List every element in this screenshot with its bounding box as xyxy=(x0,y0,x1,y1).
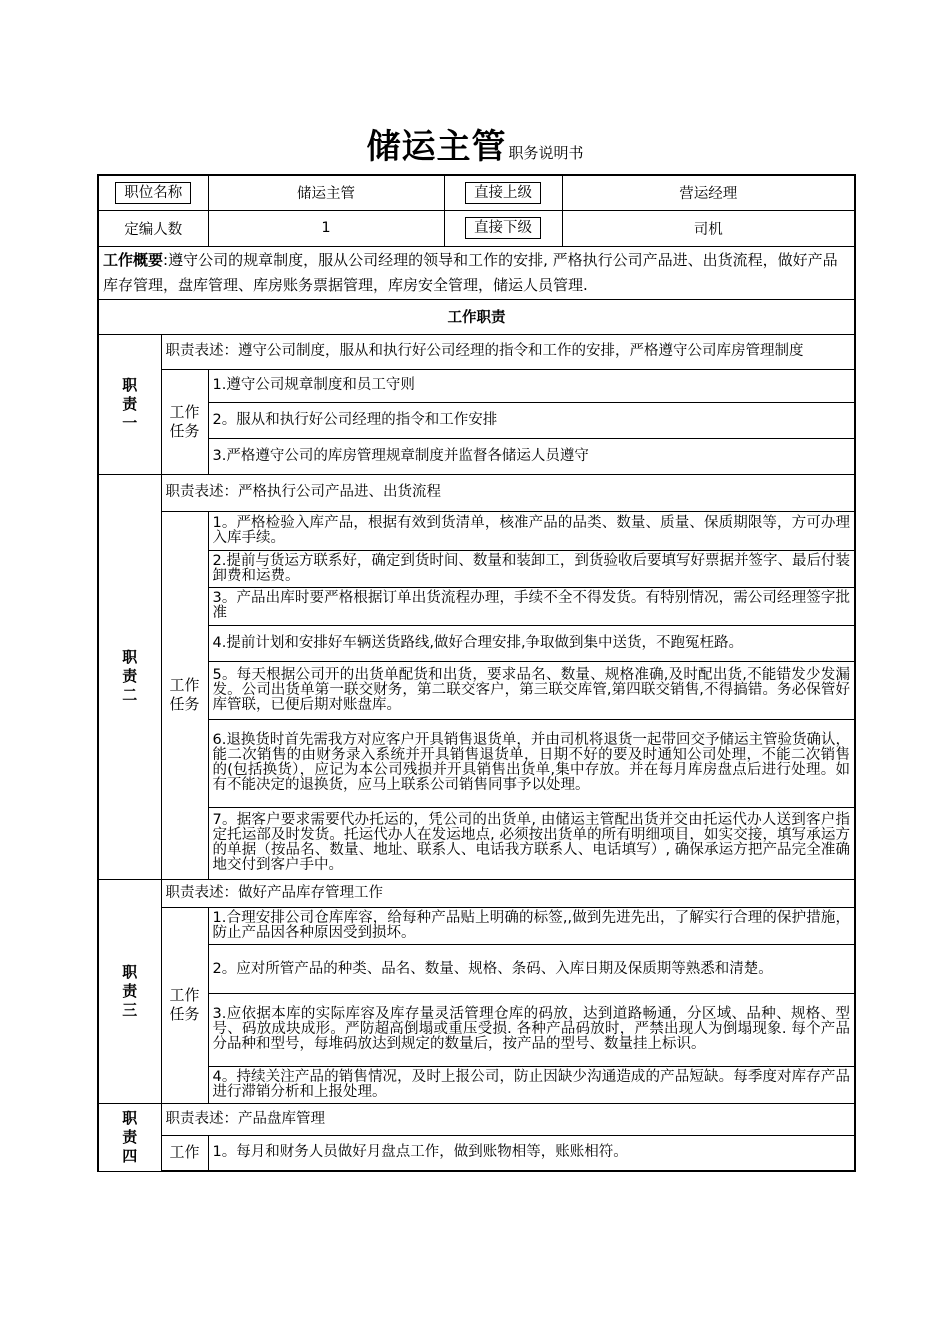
duty-1-desc-row xyxy=(98,334,855,369)
duty-1-label-char: 职 xyxy=(122,375,138,394)
job-description-table xyxy=(97,174,856,1172)
title-sub: 职务说明书 xyxy=(508,144,584,162)
overview-row xyxy=(98,246,855,299)
position-label: 职位名称 xyxy=(115,182,191,204)
duty-1-task-2: 2。服从和执行好公司经理的指令和工作安排 xyxy=(208,402,855,438)
overview-text: :遵守公司的规章制度，服从公司经理的领导和工作的安排, 严格执行公司产品进、出货流程，做好产品库存管理，盘库管理、库房账务票据管理，库房安全管理，储运人员管理. xyxy=(103,250,838,294)
duty-1-label-char: 责 xyxy=(122,394,138,413)
duty-1-description: 职责表述：遵守公司制度，服从和执行好公司经理的指令和工作的安排，严格遵守公司库房管理制度 xyxy=(161,334,855,369)
duty-1-task-row xyxy=(98,438,855,474)
duty-3-task-label: 工作任务 xyxy=(161,907,208,1103)
duty-4-label xyxy=(98,1103,161,1171)
info-row-2 xyxy=(98,210,855,246)
duty-2-desc-row xyxy=(98,474,855,511)
subordinate-label: 直接下级 xyxy=(465,217,541,239)
duty-3-desc-row xyxy=(98,879,855,907)
duty-3-task-3: 3.应依据本库的实际库容及库存量灵活管理仓库的码放，达到道路畅通，分区域、品种、规格、型号、码放成块成形。严防超高倒塌或重压受损. 各种产品码放时，严禁出现人为倒塌现象. 每个产品分品种和型号，每堆码放达到规定的数量后，按产品的型号、数量挂上标识。 xyxy=(208,993,855,1066)
duty-3-label xyxy=(98,879,161,1103)
info-row-1 xyxy=(98,175,855,210)
duty-2-task-row xyxy=(98,719,855,807)
position-value: 储运主管 xyxy=(208,175,444,210)
duty-1-task-3: 3.严格遵守公司的库房管理规章制度并监督各储运人员遵守 xyxy=(208,438,855,474)
position-label-cell xyxy=(98,175,208,210)
duty-1-task-row xyxy=(98,369,855,402)
subordinate-value: 司机 xyxy=(562,210,855,246)
duty-4-description: 职责表述：产品盘库管理 xyxy=(161,1103,855,1135)
duty-2-task-row xyxy=(98,550,855,587)
duty-4-desc-row xyxy=(98,1103,855,1135)
duty-2-task-7: 7。据客户要求需要代办托运的，凭公司的出货单, 由储运主管配出货并交由托运代办人送到客户指定托运部及时发货。托运代办人在发运地点, 必须按出货单的所有明细项目，如实交接，填写承运方的单据（按品名、数量、地址、联系人、电话我方联系人、电话填写）, 确保承运方把产品完全准确地交付到客户手中。 xyxy=(208,807,855,879)
duty-3-task-2: 2。应对所管产品的种类、品名、数量、规格、条码、入库日期及保质期等熟悉和清楚。 xyxy=(208,944,855,993)
duty-2-task-4: 4.提前计划和安排好车辆送货路线,做好合理安排,争取做到集中送货，不跑冤枉路。 xyxy=(208,625,855,661)
duty-4-task-row xyxy=(98,1135,855,1171)
section-title: 工作职责 xyxy=(98,299,855,334)
duty-1-task-label: 工作任务 xyxy=(161,369,208,474)
duty-3-label-char: 三 xyxy=(122,1000,138,1019)
duty-3-task-row xyxy=(98,944,855,993)
duty-4-task-1: 1。每月和财务人员做好月盘点工作，做到账物相等，账账相符。 xyxy=(208,1135,855,1171)
headcount-label: 定编人数 xyxy=(98,210,208,246)
duty-3-task-row xyxy=(98,907,855,944)
duty-4-label-char: 责 xyxy=(122,1127,138,1146)
duty-2-task-2: 2.提前与货运方联系好，确定到货时间、数量和装卸工，到货验收后要填写好票据并签字、最后付装卸费和运费。 xyxy=(208,550,855,587)
overview-cell xyxy=(98,246,855,299)
duty-2-task-row xyxy=(98,511,855,550)
duty-2-label-char: 二 xyxy=(122,686,138,704)
overview-label: 工作概要 xyxy=(103,250,164,269)
duty-2-task-label: 工作任务 xyxy=(161,511,208,879)
duty-2-task-row xyxy=(98,587,855,625)
duty-3-task-1: 1.合理安排公司仓库库容，给每种产品贴上明确的标签,,做到先进先出，了解实行合理的保护措施，防止产品因各种原因受到损坏。 xyxy=(208,907,855,944)
duty-1-task-row xyxy=(98,402,855,438)
subordinate-label-cell xyxy=(444,210,562,246)
duty-1-label xyxy=(98,334,161,474)
duty-3-task-row xyxy=(98,993,855,1066)
duty-2-task-6: 6.退换货时首先需我方对应客户开具销售退货单，并由司机将退货一起带回交予储运主管验货确认，能二次销售的由财务录入系统并开具销售退货单，日期不好的要及时通知公司处理，不能二次销售的(包括换货），应记为本公司残损并开具销售出货单,集中存放。并在每月库房盘点后进行处理。如有不能决定的退换货，应马上联系公司销售同事予以处理。 xyxy=(208,719,855,807)
duty-4-label-char: 职 xyxy=(122,1108,138,1127)
duty-2-task-3: 3。产品出库时要严格根据订单出货流程办理，手续不全不得发货。有特别情况，需公司经理签字批准 xyxy=(208,587,855,625)
section-title-row xyxy=(98,299,855,334)
duty-2-label xyxy=(98,474,161,879)
duty-2-task-row xyxy=(98,661,855,719)
duty-3-task-4: 4。持续关注产品的销售情况，及时上报公司，防止因缺少沟通造成的产品短缺。每季度对库存产品进行滞销分析和上报处理。 xyxy=(208,1066,855,1103)
duty-3-task-row xyxy=(98,1066,855,1103)
duty-2-description: 职责表述：严格执行公司产品进、出货流程 xyxy=(161,474,855,511)
duty-2-task-row xyxy=(98,807,855,879)
duty-4-label-char: 四 xyxy=(122,1146,138,1165)
duty-1-label-char: 一 xyxy=(122,413,138,432)
duty-1-task-1: 1.遵守公司规章制度和员工守则 xyxy=(208,369,855,402)
title-main: 储运主管 xyxy=(366,127,507,167)
duty-2-task-row xyxy=(98,625,855,661)
superior-value: 营运经理 xyxy=(562,175,855,210)
document-title xyxy=(0,127,950,167)
duty-3-description: 职责表述：做好产品库存管理工作 xyxy=(161,879,855,907)
duty-3-label-char: 职 xyxy=(122,962,138,981)
duty-2-label-char: 责 xyxy=(122,667,138,685)
duty-2-label-char: 职 xyxy=(122,648,138,666)
headcount-value: 1 xyxy=(208,210,444,246)
duty-2-task-5: 5。每天根据公司开的出货单配货和出货，要求品名、数量、规格准确,及时配出货,不能错发少发漏发。公司出货单第一联交财务，第二联交客户，第三联交库管,第四联交销售,不得搞错。务必保管好库管联，已便后期对账盘库。 xyxy=(208,661,855,719)
superior-label: 直接上级 xyxy=(465,182,541,204)
duty-4-task-label: 工作 xyxy=(161,1135,208,1171)
duty-3-label-char: 责 xyxy=(122,981,138,1000)
superior-label-cell xyxy=(444,175,562,210)
duty-2-task-1: 1。严格检验入库产品，根据有效到货清单，核准产品的品类、数量、质量、保质期限等，方可办理入库手续。 xyxy=(208,511,855,550)
